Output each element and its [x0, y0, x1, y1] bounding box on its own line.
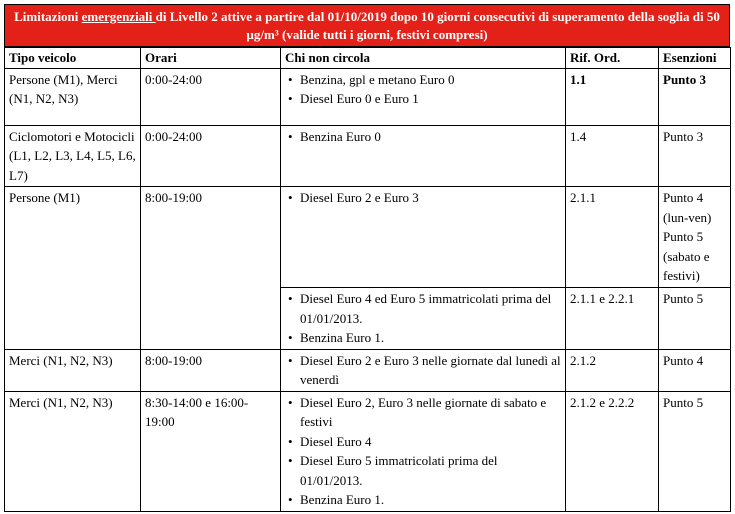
header-rif-ord: Rif. Ord.	[566, 48, 659, 69]
list-item: • Diesel Euro 4 ed Euro 5 immatricolati prima del 01/01/2013.	[300, 289, 561, 328]
cell-esenzioni: Punto 3	[659, 125, 731, 187]
cell-esenzioni: Punto 5	[659, 288, 731, 350]
list-item: • Benzina Euro 1.	[300, 490, 561, 510]
cell-tipo: Ciclomotori e Motocicli (L1, L2, L3, L4, L5, L6, L7)	[5, 125, 141, 187]
cell-rif: 1.4	[566, 125, 659, 187]
header-tipo-veicolo: Tipo veicolo	[5, 48, 141, 69]
header-chi-non-circola: Chi non circola	[281, 48, 566, 69]
vehicle-list	[285, 70, 561, 109]
list-item: • Diesel Euro 2 e Euro 3	[300, 188, 561, 208]
list-item: • Benzina, gpl e metano Euro 0	[300, 70, 561, 90]
cell-rif: 2.1.1 e 2.2.1	[566, 288, 659, 350]
table-row	[5, 68, 731, 125]
cell-chi	[281, 349, 566, 391]
cell-chi	[281, 68, 566, 125]
list-item: • Benzina Euro 1.	[300, 328, 561, 348]
table-row	[5, 187, 731, 288]
cell-rif: 2.1.2	[566, 349, 659, 391]
table-row	[5, 349, 731, 391]
cell-chi	[281, 391, 566, 511]
banner-text-before: Limitazioni	[14, 9, 82, 24]
cell-orari: 8:30-14:00 e 16:00-19:00	[141, 391, 281, 511]
vehicle-list	[285, 127, 561, 147]
table-row	[5, 391, 731, 511]
cell-rif: 2.1.1	[566, 187, 659, 288]
header-orari: Orari	[141, 48, 281, 69]
cell-esenzioni: Punto 4 (lun-ven) Punto 5 (sabato e festivi)	[659, 187, 731, 288]
cell-rif: 1.1	[566, 68, 659, 125]
list-item: • Diesel Euro 2 e Euro 3 nelle giornate dal lunedì al venerdì	[300, 351, 561, 390]
header-esenzioni: Esenzioni	[659, 48, 731, 69]
vehicle-list	[285, 393, 561, 510]
cell-tipo: Persone (M1)	[5, 187, 141, 350]
list-item: • Diesel Euro 0 e Euro 1	[300, 89, 561, 109]
vehicle-list	[285, 289, 561, 348]
restrictions-table	[4, 47, 731, 512]
table-banner	[4, 4, 730, 47]
document-frame	[4, 4, 730, 512]
cell-rif: 2.1.2 e 2.2.2	[566, 391, 659, 511]
cell-orari: 0:00-24:00	[141, 68, 281, 125]
cell-esenzioni: Punto 5	[659, 391, 731, 511]
cell-tipo: Merci (N1, N2, N3)	[5, 391, 141, 511]
list-item: • Diesel Euro 2, Euro 3 nelle giornate di sabato e festivi	[300, 393, 561, 432]
cell-orari: 0:00-24:00	[141, 125, 281, 187]
cell-chi	[281, 288, 566, 350]
list-item: • Benzina Euro 0	[300, 127, 561, 147]
banner-text-after: di Livello 2 attive a partire dal 01/10/2019 dopo 10 giorni consecutivi di superamento della soglia di 50 µg/m³ (valide tutti i giorni, festivi compresi)	[155, 9, 720, 42]
cell-orari: 8:00-19:00	[141, 187, 281, 350]
cell-esenzioni: Punto 4	[659, 349, 731, 391]
vehicle-list	[285, 351, 561, 390]
list-item: • Diesel Euro 4	[300, 432, 561, 452]
cell-esenzioni: Punto 3	[659, 68, 731, 125]
table-row	[5, 125, 731, 187]
table-header-row	[5, 48, 731, 69]
vehicle-list	[285, 188, 561, 208]
cell-tipo: Persone (M1), Merci (N1, N2, N3)	[5, 68, 141, 125]
list-item: • Diesel Euro 5 immatricolati prima del 01/01/2013.	[300, 451, 561, 490]
cell-chi	[281, 125, 566, 187]
cell-tipo: Merci (N1, N2, N3)	[5, 349, 141, 391]
cell-orari: 8:00-19:00	[141, 349, 281, 391]
cell-chi	[281, 187, 566, 288]
banner-text-underlined: emergenziali	[81, 9, 156, 24]
